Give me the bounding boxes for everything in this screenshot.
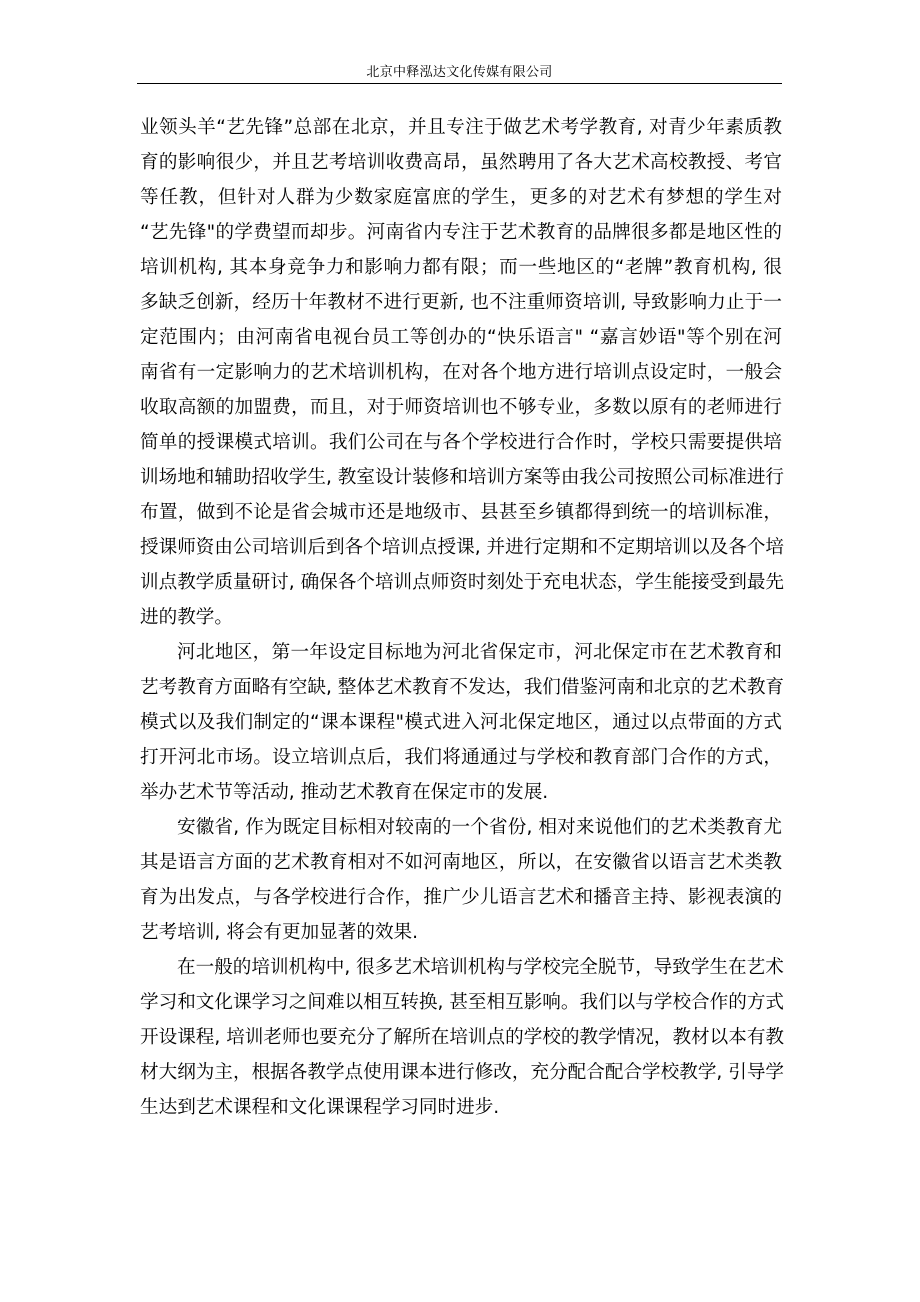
text-line: 训点教学质量研讨, 确保各个培训点师资时刻处于充电状态，学生能接受到最先 [140,572,785,593]
text-line: “艺先锋"的学费望而却步。河南省内专注于艺术教育的品牌很多都是地区性的 [140,222,782,243]
text-line: 其是语言方面的艺术教育相对不如河南地区，所以，在安徽省以语言艺术类教 [140,852,782,873]
text-line: 艺考教育方面略有空缺, 整体艺术教育不发达，我们借鉴河南和北京的艺术教育 [140,677,785,698]
text-line: 学习和文化课学习之间难以相互转换, 甚至相互影响。我们以与学校合作的方式 [140,992,785,1013]
paragraph-2 [140,635,785,810]
paragraph-1 [140,110,785,635]
text-line: 在一般的培训机构中, 很多艺术培训机构与学校完全脱节，导致学生在艺术 [177,957,784,978]
text-line: 材大纲为主，根据各教学点使用课本进行修改，充分配合配合学校教学, 引导学 [140,1062,785,1083]
paragraph-4 [140,950,785,1125]
text-line: 开设课程, 培训老师也要充分了解所在培训点的学校的教学情况，教材以本有教 [140,1027,785,1048]
text-line: 育的影响很少，并且艺考培训收费高昂，虽然聘用了各大艺术高校教授、考官 [140,152,782,173]
company-name: 北京中释泓达文化传媒有限公司 [366,65,553,80]
text-line: 进的教学。 [140,607,233,628]
text-line: 安徽省, 作为既定目标相对较南的一个省份, 相对来说他们的艺术类教育尤 [177,817,782,838]
text-line: 收取高额的加盟费，而且，对于师资培训也不够专业，多数以原有的老师进行 [140,397,782,418]
text-line: 培训机构, 其本身竞争力和影响力都有限；而一些地区的“老牌”教育机构, 很 [140,257,782,278]
text-line: 模式以及我们制定的“课本课程"模式进入河北保定地区，通过以点带面的方式 [140,712,782,733]
text-line: 打开河北市场。设立培训点后，我们将通通过与学校和教育部门合作的方式， [140,747,782,768]
text-line: 多缺乏创新，经历十年教材不进行更新, 也不注重师资培训, 导致影响力止于一 [140,292,782,313]
text-line: 训场地和辅助招收学生, 教室设计装修和培训方案等由我公司按照公司标准进行 [140,467,785,488]
paragraph-3 [140,810,782,950]
text-line: 授课师资由公司培训后到各个培训点授课, 并进行定期和不定期培训以及各个培 [140,537,785,558]
text-line: 育为出发点，与各学校进行合作，推广少儿语言艺术和播音主持、影视表演的 [140,887,782,908]
text-line: 举办艺术节等活动, 推动艺术教育在保定市的发展. [140,782,549,803]
text-line: 定范围内；由河南省电视台员工等创办的“快乐语言" “嘉言妙语"等个别在河 [140,327,782,348]
text-line: 等任教，但针对人群为少数家庭富庶的学生，更多的对艺术有梦想的学生对 [140,187,782,208]
text-line: 河北地区，第一年设定目标地为河北省保定市，河北保定市在艺术教育和 [177,642,782,663]
text-line: 布置，做到不论是省会城市还是地级市、县甚至乡镇都得到统一的培训标准， [140,502,782,523]
document-body [140,110,785,1125]
text-line: 生达到艺术课程和文化课课程学习同时进步. [140,1097,500,1118]
text-line: 业领头羊“艺先锋”总部在北京，并且专注于做艺术考学教育, 对青少年素质教 [140,117,782,138]
text-line: 简单的授课模式培训。我们公司在与各个学校进行合作时，学校只需要提供培 [140,432,782,453]
page-header [137,64,782,84]
text-line: 艺考培训, 将会有更加显著的效果. [140,922,419,943]
text-line: 南省有一定影响力的艺术培训机构，在对各个地方进行培训点设定时，一般会 [140,362,782,383]
